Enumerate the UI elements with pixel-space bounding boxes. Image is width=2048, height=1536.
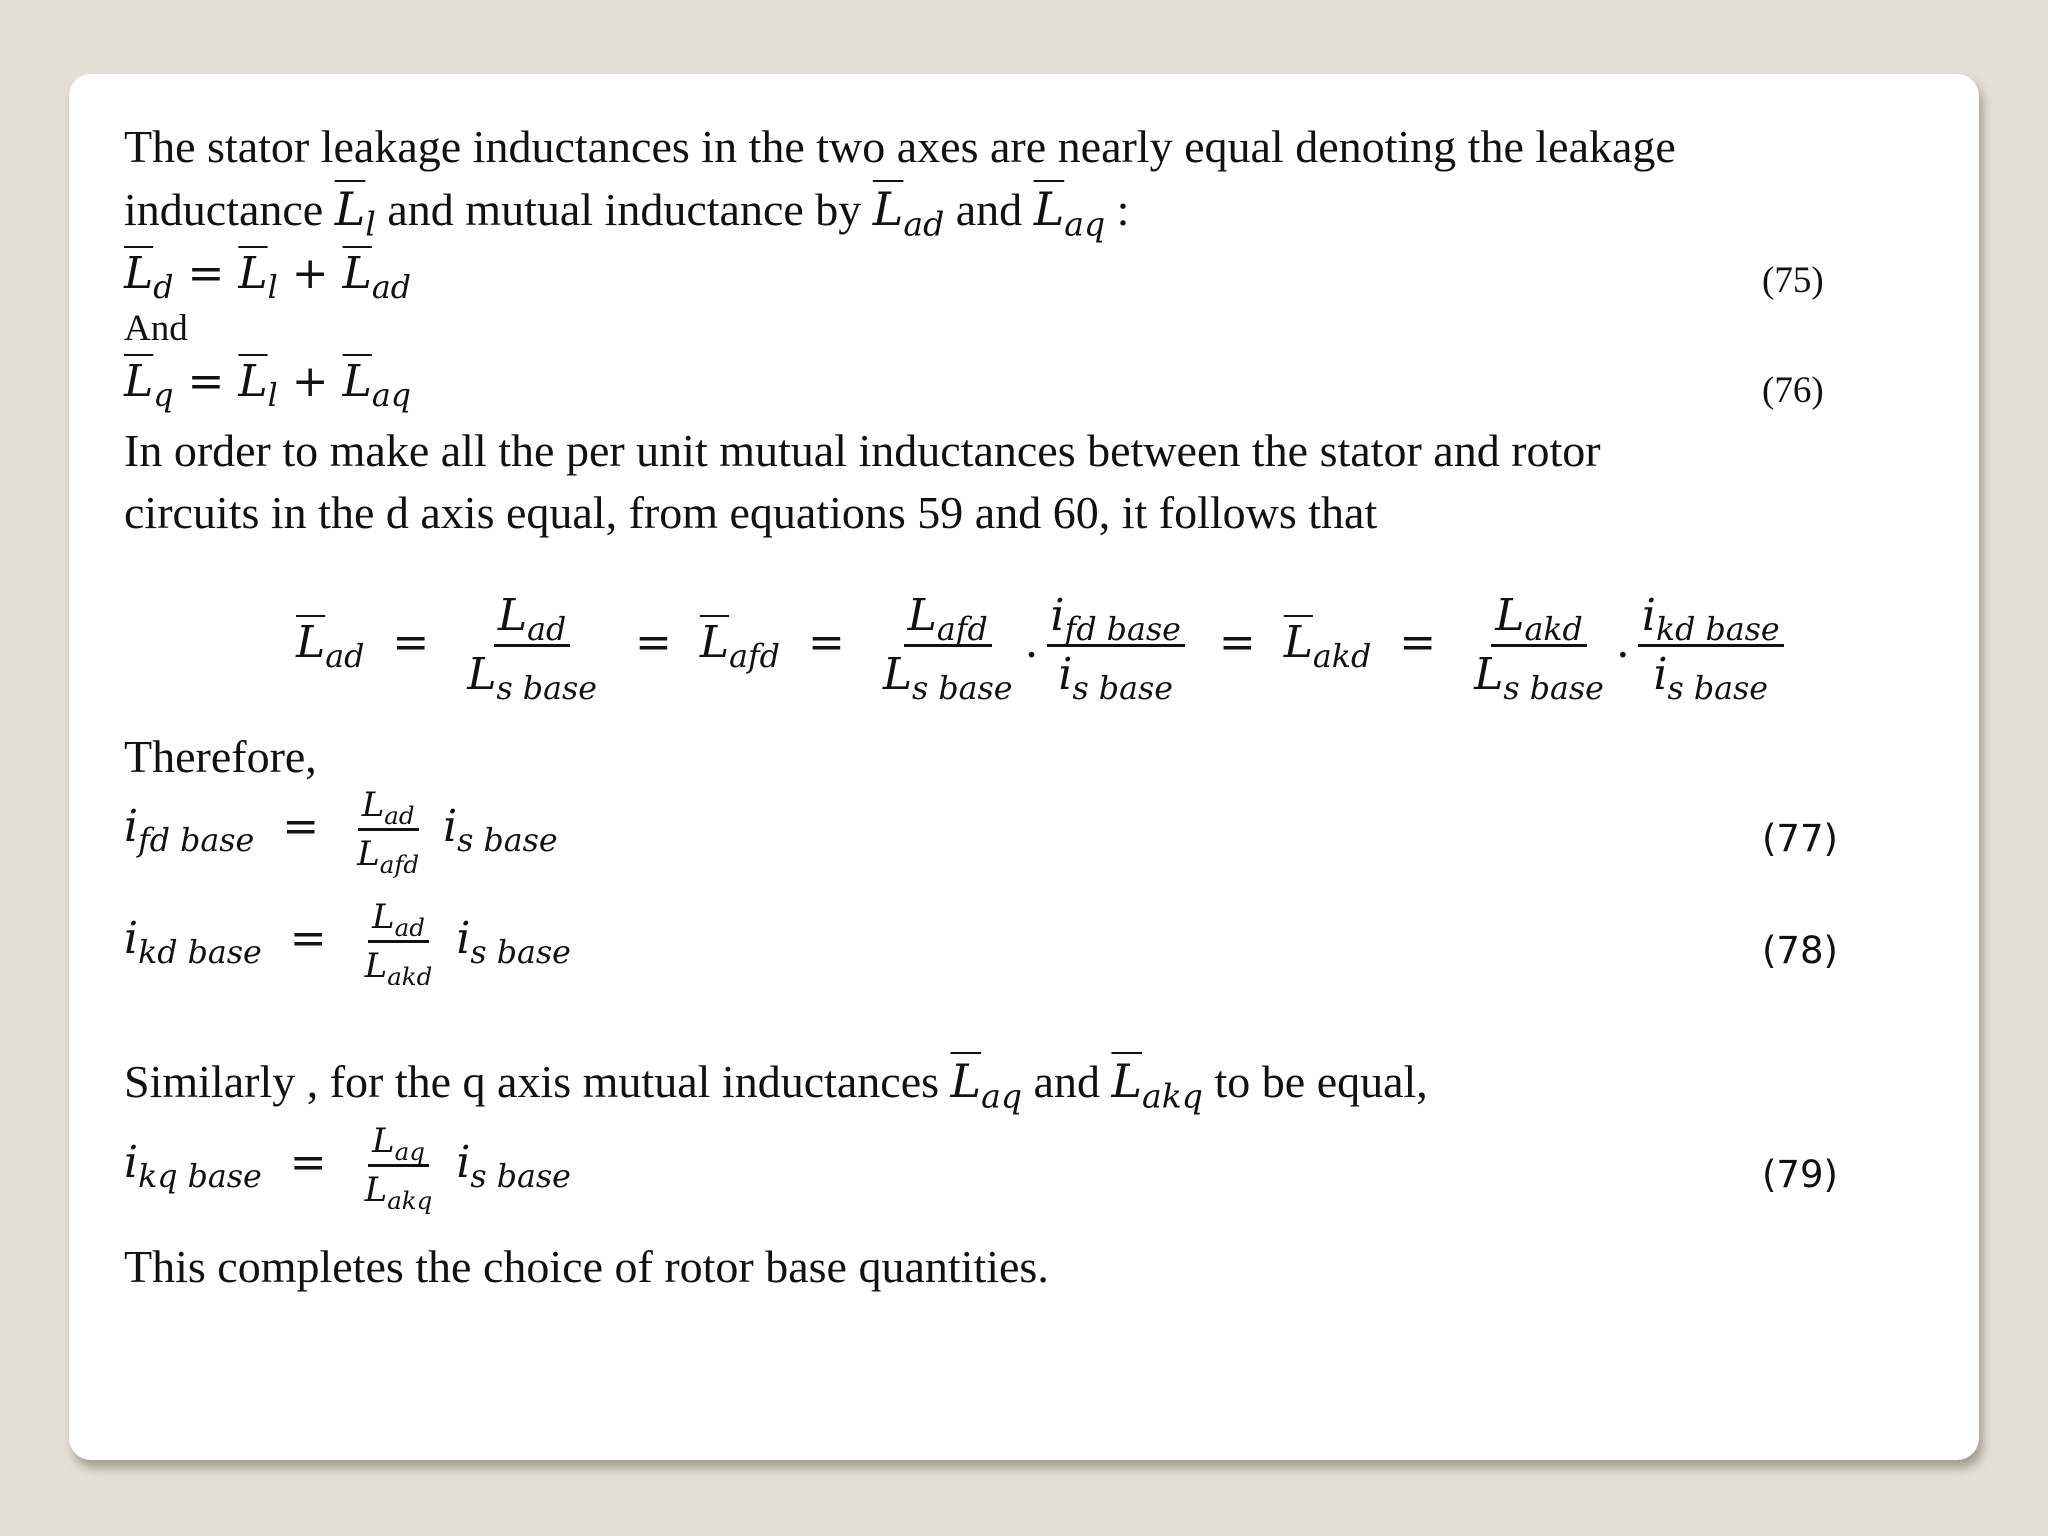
fraction-ifdbase-over-isbase: $\frac{i_{fd base}}{i_{s base}}$ (1047, 594, 1185, 697)
symbol-L-aq: $\overline{L}_{aq}$ (1033, 182, 1106, 244)
order-line-2: circuits in the d axis equal, from equations 59 and 60, it follows that (124, 487, 1378, 538)
similarly-line: Similarly , for the q axis mutual inductances $\overline{L}_{aq}$ and $\overline{L}_{akq}$ to be equal, (124, 1054, 1428, 1116)
and-label: And (124, 308, 188, 349)
symbol-L-aq-2: $\overline{L}_{aq}$ (950, 1054, 1023, 1116)
fraction-Lad-over-Lakd: $\frac{L_{ad}}{L_{akd}}$ (364, 897, 433, 991)
fraction-ikdbase-over-isbase: $\frac{i_{kd base}}{i_{s base}}$ (1638, 594, 1784, 697)
order-line-1: In order to make all the per unit mutual inductances between the stator and rotor (124, 425, 1601, 476)
intro-line-1: The stator leakage inductances in the two axes are nearly equal denoting the leakage (124, 121, 1676, 172)
fraction-Lad-over-Lsbase: $\frac{L_{ad}}{L_{s base}}$ (467, 590, 597, 708)
symbol-L-akq: $\overline{L}_{akq}$ (1111, 1054, 1203, 1116)
equation-number-79: (79) (1762, 1153, 1838, 1196)
equation-number-75: (75) (1762, 260, 1824, 301)
equation-77: $i_{fd base}$ = $\frac{L_{ad}}{L_{afd}}$ $i_{s base}$ (124, 785, 558, 879)
therefore-label: Therefore, (124, 731, 317, 782)
fraction-Lad-over-Lafd: $\frac{L_{ad}}{L_{afd}}$ (357, 785, 420, 879)
equation-75: $\overline{L}_d = \overline{L}_l + \overline{L}_{ad}$ (124, 248, 411, 307)
symbol-L-l: $\overline{L}_l$ (334, 182, 376, 244)
equation-number-77: (77) (1762, 817, 1838, 860)
equation-number-78: (78) (1762, 929, 1838, 972)
fraction-Laq-over-Lakq: $\frac{L_{aq}}{L_{akq}}$ (364, 1121, 433, 1215)
intro-line-2: inductance $\overline{L}_l$ and mutual inductance by $\overline{L}_{ad}$ and $\overline{L}_{aq}$ : (124, 182, 1130, 244)
equation-76: $\overline{L}_q = \overline{L}_l + \overline{L}_{aq}$ (124, 356, 411, 415)
fraction-Lakd-over-Lsbase: $\frac{L_{akd}}{L_{s base}}$ (1474, 590, 1604, 708)
equation-78: $i_{kd base}$ = $\frac{L_{ad}}{L_{akd}}$ $i_{s base}$ (124, 897, 571, 991)
symbol-L-ad: $\overline{L}_{ad}$ (872, 182, 945, 244)
equation-number-76: (76) (1762, 370, 1824, 411)
equation-79: $i_{kq base}$ = $\frac{L_{aq}}{L_{akq}}$ $i_{s base}$ (124, 1121, 571, 1215)
conclusion-line: This completes the choice of rotor base quantities. (124, 1241, 1049, 1292)
fraction-Lafd-over-Lsbase: $\frac{L_{afd}}{L_{s base}}$ (882, 590, 1013, 708)
mutual-inductance-equation: $\overline{L}_{ad}$ = $\frac{L_{ad}}{L_{s base}}$ = $\overline{L}_{afd}$ = $\frac{L_{afd}}{L_{s base}}$ . $\frac{i_{fd base}}{i_{s base}}$ = $\overline{L}_{akd}$ = $\frac{L_{akd}}{L_{s base}}$ . $\frac{i_{kd base}}{i_{s base}}$ (296, 594, 1790, 697)
